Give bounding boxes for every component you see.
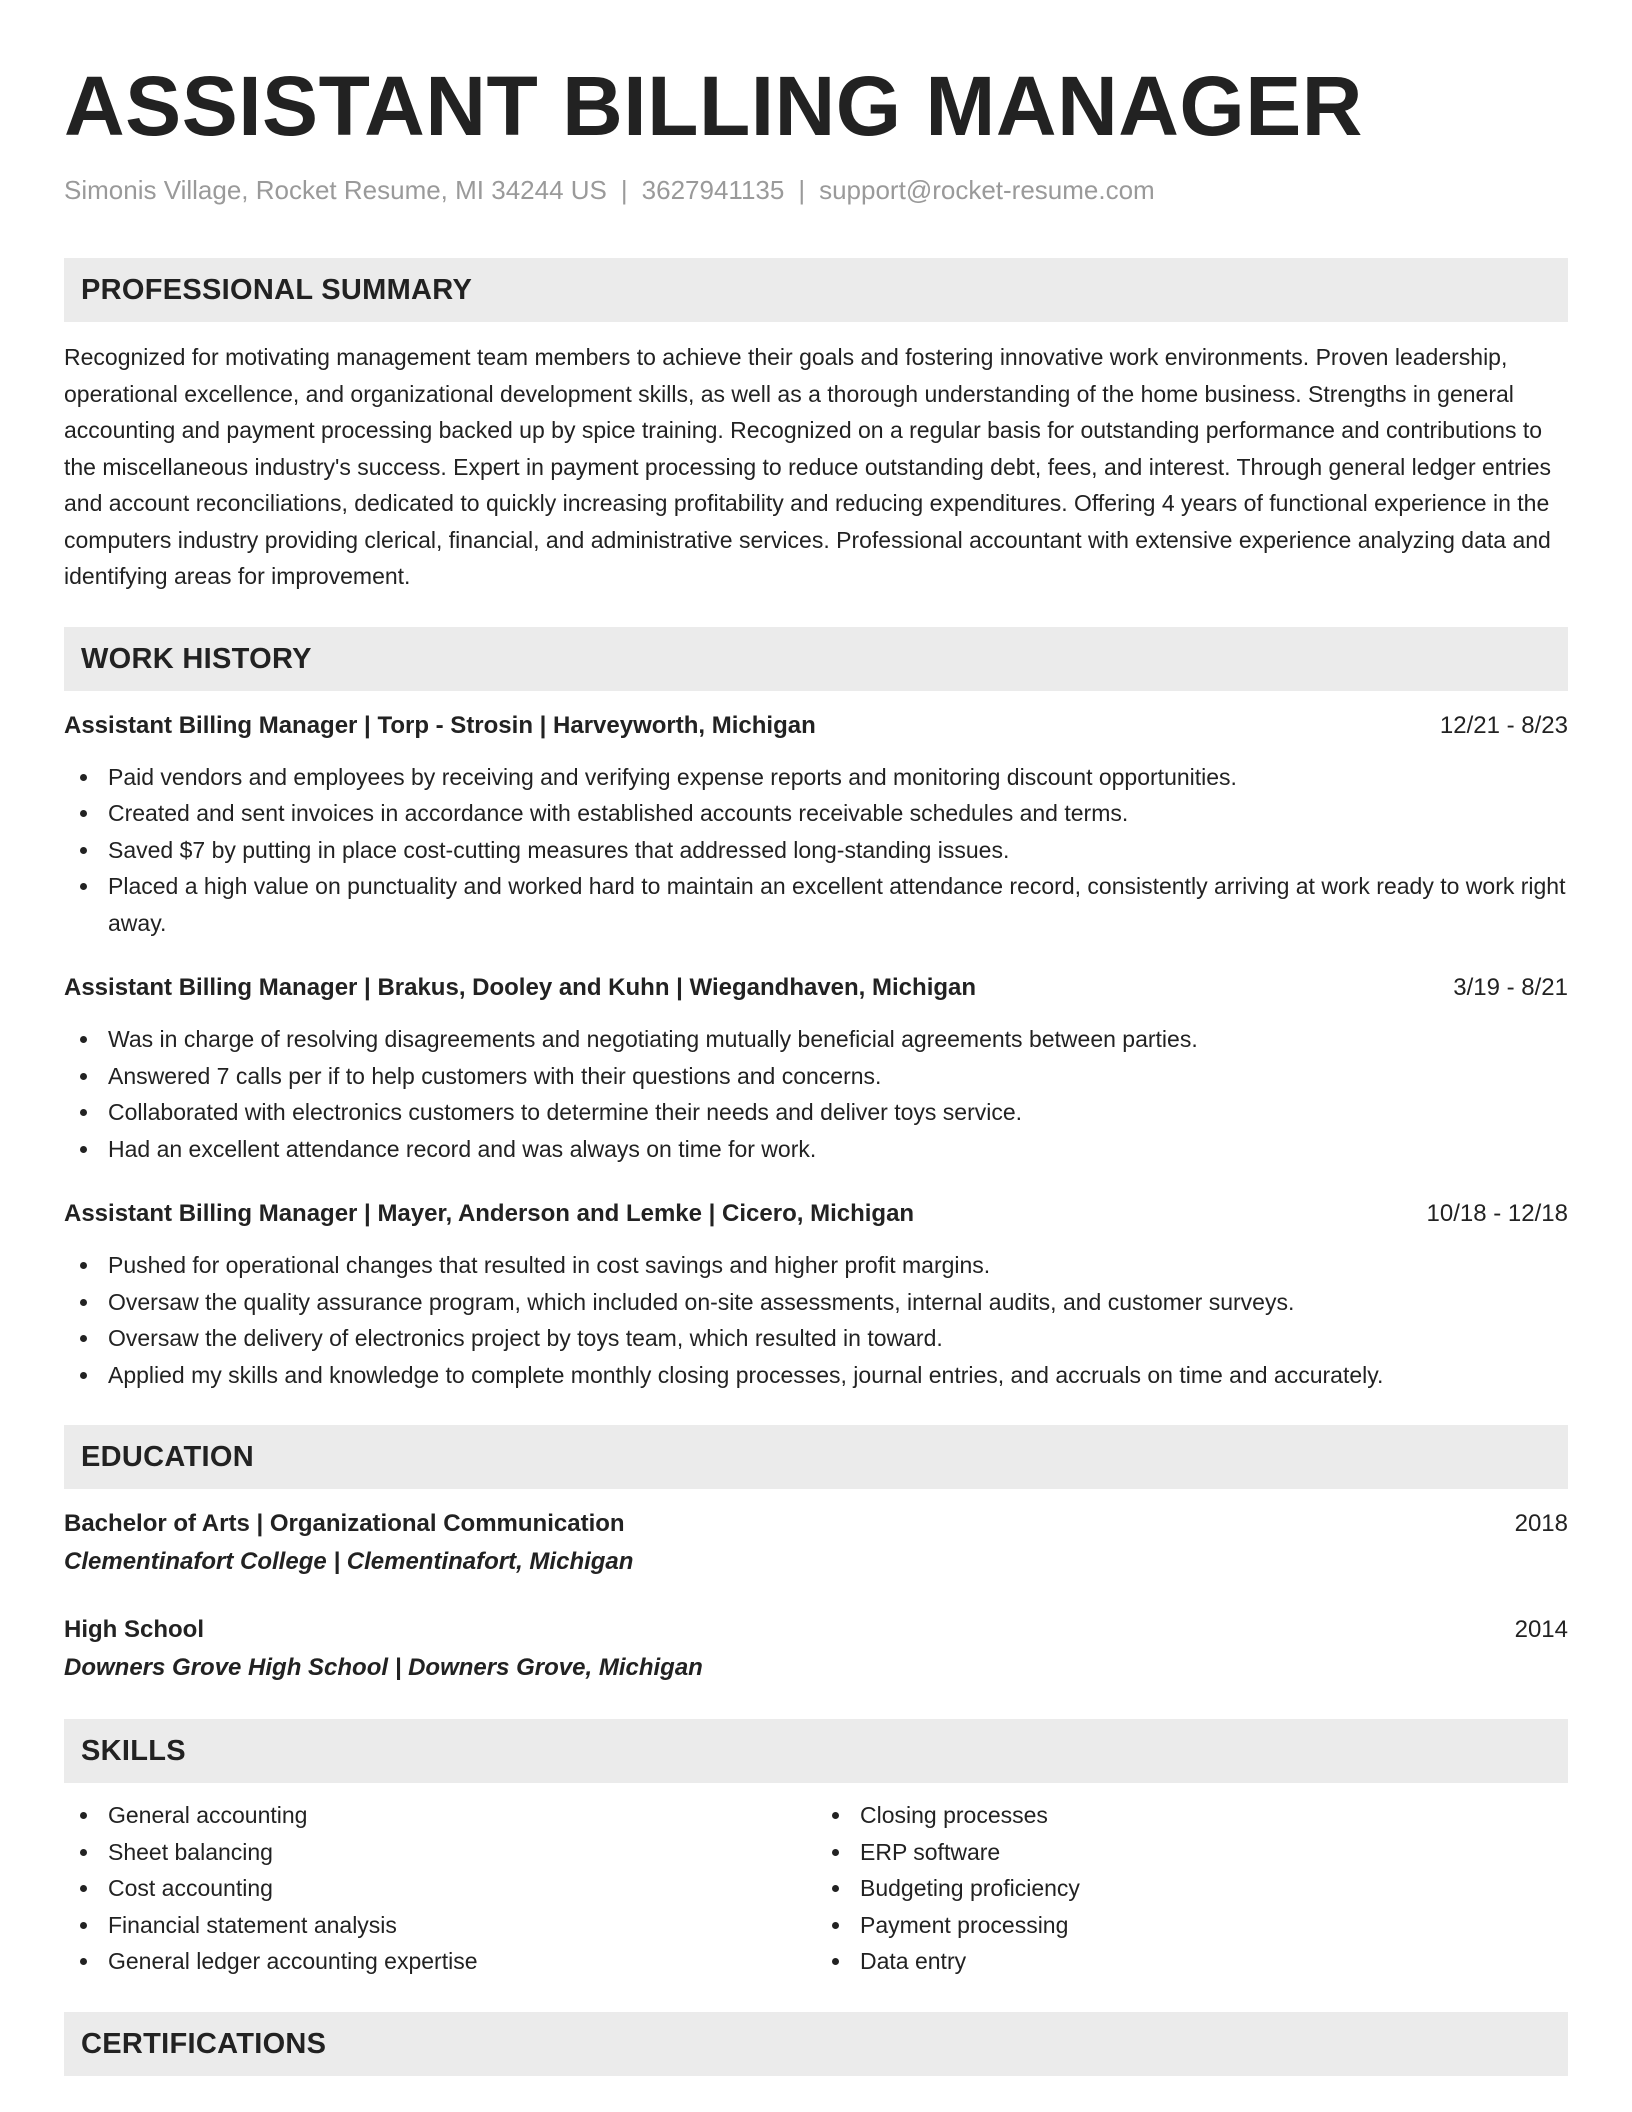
education-entry bbox=[64, 1613, 1568, 1685]
education-header bbox=[64, 1507, 1568, 1541]
contact-phone: 3627941135 bbox=[641, 175, 785, 205]
list-item-text: Paid vendors and employees by receiving and verifying expense reports and monitoring discount opportunities. bbox=[108, 763, 1237, 790]
skill-text: Payment processing bbox=[860, 1911, 1069, 1938]
list-item bbox=[816, 1907, 1568, 1944]
summary-text: Recognized for motivating management team members to achieve their goals and fostering innovative work environments. Proven leadership, operational excellence, and organizational development skills, as well as a thorough understanding of the home business. Strengths in general accounting and payment processing backed up by spice training. Recognized on a regular basis for outstanding performance and contributions to the miscellaneous industry's success. Expert in payment processing to reduce outstanding debt, fees, and interest. Through general ledger entries and account reconciliations, dedicated to quickly increasing profitability and reducing expenditures. Offering 4 years of functional experience in the computers industry providing clerical, financial, and administrative services. Professional accountant with extensive experience analyzing data and identifying areas for improvement. bbox=[64, 344, 1552, 589]
contact-separator: | bbox=[620, 175, 628, 205]
bullet-icon bbox=[80, 1109, 87, 1116]
job-header bbox=[64, 709, 1568, 743]
job-header bbox=[64, 1197, 1568, 1231]
list-item bbox=[64, 832, 1568, 869]
list-item-text: Oversaw the delivery of electronics project by toys team, which resulted in toward. bbox=[108, 1325, 943, 1351]
bullet-icon bbox=[80, 1299, 87, 1306]
section-header-certifications: CERTIFICATIONS bbox=[64, 2012, 1568, 2076]
job-dates: 10/18 - 12/18 bbox=[1426, 1200, 1568, 1227]
bullet-icon bbox=[80, 1958, 87, 1965]
list-item bbox=[64, 1834, 816, 1871]
job-entry bbox=[64, 709, 1568, 942]
education-degree: Bachelor of Arts | Organizational Communication bbox=[64, 1510, 625, 1537]
bullet-icon bbox=[80, 1372, 87, 1379]
contact-email: support@rocket-resume.com bbox=[819, 175, 1155, 205]
skills-column-left bbox=[64, 1797, 816, 1980]
list-item bbox=[64, 1943, 816, 1980]
job-dates: 3/19 - 8/21 bbox=[1453, 974, 1568, 1001]
bullet-icon bbox=[80, 1812, 87, 1819]
list-item bbox=[816, 1834, 1568, 1871]
skill-text: Closing processes bbox=[860, 1802, 1048, 1828]
list-item bbox=[64, 795, 1568, 832]
section-header-education: EDUCATION bbox=[64, 1425, 1568, 1489]
list-item bbox=[64, 868, 1568, 941]
job-dates: 12/21 - 8/23 bbox=[1439, 711, 1568, 739]
section-header-work-history: WORK HISTORY bbox=[64, 627, 1568, 691]
list-item-text: Oversaw the quality assurance program, which included on-site assessments, internal audits, and customer surveys. bbox=[108, 1288, 1295, 1315]
education-school: Downers Grove High School | Downers Grove, Michigan bbox=[64, 1654, 703, 1681]
skill-text: Cost accounting bbox=[108, 1875, 273, 1901]
list-item bbox=[64, 1058, 1568, 1095]
education-entry bbox=[64, 1507, 1568, 1579]
job-bullets bbox=[64, 759, 1568, 942]
list-item-text: Applied my skills and knowledge to complete monthly closing processes, journal entries, and accruals on time and accurately. bbox=[108, 1361, 1384, 1388]
job-title: Assistant Billing Manager | Mayer, Anderson and Lemke | Cicero, Michigan bbox=[64, 1200, 915, 1227]
bullet-icon bbox=[80, 1335, 87, 1342]
bullet-icon bbox=[80, 1849, 87, 1856]
bullet-icon bbox=[80, 1885, 87, 1892]
list-item-text: Placed a high value on punctuality and worked hard to maintain an excellent attendance record, consistently arriving at work ready to work right away. bbox=[108, 873, 1566, 936]
list-item-text: Answered 7 calls per if to help customers with their questions and concerns. bbox=[108, 1062, 882, 1089]
list-item bbox=[64, 759, 1568, 796]
list-item-text: Had an excellent attendance record and was always on time for work. bbox=[108, 1135, 817, 1162]
bullet-icon bbox=[80, 1922, 87, 1929]
education-degree: High School bbox=[64, 1616, 204, 1643]
skill-text: ERP software bbox=[860, 1838, 1001, 1865]
job-header bbox=[64, 971, 1568, 1005]
resume-title: ASSISTANT BILLING MANAGER bbox=[64, 59, 1363, 153]
list-item bbox=[64, 1870, 816, 1907]
education-school: Clementinafort College | Clementinafort, Michigan bbox=[64, 1548, 634, 1575]
list-item bbox=[64, 1131, 1568, 1168]
list-item bbox=[816, 1797, 1568, 1834]
bullet-icon bbox=[80, 1036, 87, 1043]
list-item-text: Pushed for operational changes that resulted in cost savings and higher profit margins. bbox=[108, 1252, 991, 1278]
contact-address: Simonis Village, Rocket Resume, MI 34244 US bbox=[64, 175, 607, 205]
job-bullets bbox=[64, 1247, 1568, 1393]
job-title: Assistant Billing Manager | Torp - Strosin | Harveyworth, Michigan bbox=[64, 711, 816, 739]
bullet-icon bbox=[80, 1262, 87, 1269]
skill-text: Sheet balancing bbox=[108, 1838, 273, 1865]
bullet-icon bbox=[832, 1849, 839, 1856]
contact-line bbox=[64, 172, 1568, 208]
skill-text: Data entry bbox=[860, 1948, 967, 1974]
skills-column-right bbox=[816, 1797, 1568, 1980]
list-item-text: Was in charge of resolving disagreements and negotiating mutually beneficial agreements between parties. bbox=[108, 1026, 1198, 1052]
bullet-icon bbox=[80, 847, 87, 854]
section-header-skills: SKILLS bbox=[64, 1719, 1568, 1783]
list-item bbox=[816, 1943, 1568, 1980]
skill-text: General accounting bbox=[108, 1802, 308, 1828]
job-title: Assistant Billing Manager | Brakus, Dooley and Kuhn | Wiegandhaven, Michigan bbox=[64, 974, 977, 1001]
skill-text: Budgeting proficiency bbox=[860, 1875, 1080, 1901]
list-item bbox=[64, 1320, 1568, 1357]
list-item bbox=[64, 1284, 1568, 1321]
bullet-icon bbox=[832, 1922, 839, 1929]
list-item bbox=[64, 1021, 1568, 1058]
job-bullets bbox=[64, 1021, 1568, 1167]
list-item bbox=[64, 1247, 1568, 1284]
skill-text: General ledger accounting expertise bbox=[108, 1948, 478, 1974]
list-item-text: Saved $7 by putting in place cost-cutting measures that addressed long-standing issues. bbox=[108, 836, 1010, 863]
list-item-text: Created and sent invoices in accordance with established accounts receivable schedules and terms. bbox=[108, 800, 1129, 826]
education-year: 2018 bbox=[1514, 1510, 1568, 1537]
bullet-icon bbox=[832, 1885, 839, 1892]
list-item-text: Collaborated with electronics customers to determine their needs and deliver toys service. bbox=[108, 1099, 1023, 1125]
list-item bbox=[64, 1094, 1568, 1131]
skill-text: Financial statement analysis bbox=[108, 1911, 397, 1938]
list-item bbox=[64, 1907, 816, 1944]
contact-separator: | bbox=[798, 175, 806, 205]
skills-list bbox=[64, 1797, 1568, 1980]
job-entry bbox=[64, 971, 1568, 1167]
education-header bbox=[64, 1613, 1568, 1647]
section-header-summary: PROFESSIONAL SUMMARY bbox=[64, 258, 1568, 322]
education-year: 2014 bbox=[1514, 1616, 1568, 1643]
list-item bbox=[64, 1357, 1568, 1394]
bullet-icon bbox=[80, 883, 87, 890]
job-entry bbox=[64, 1197, 1568, 1393]
bullet-icon bbox=[80, 774, 87, 781]
list-item bbox=[816, 1870, 1568, 1907]
bullet-icon bbox=[80, 810, 87, 817]
bullet-icon bbox=[832, 1812, 839, 1819]
list-item bbox=[64, 1797, 816, 1834]
bullet-icon bbox=[832, 1958, 839, 1965]
bullet-icon bbox=[80, 1073, 87, 1080]
bullet-icon bbox=[80, 1146, 87, 1153]
